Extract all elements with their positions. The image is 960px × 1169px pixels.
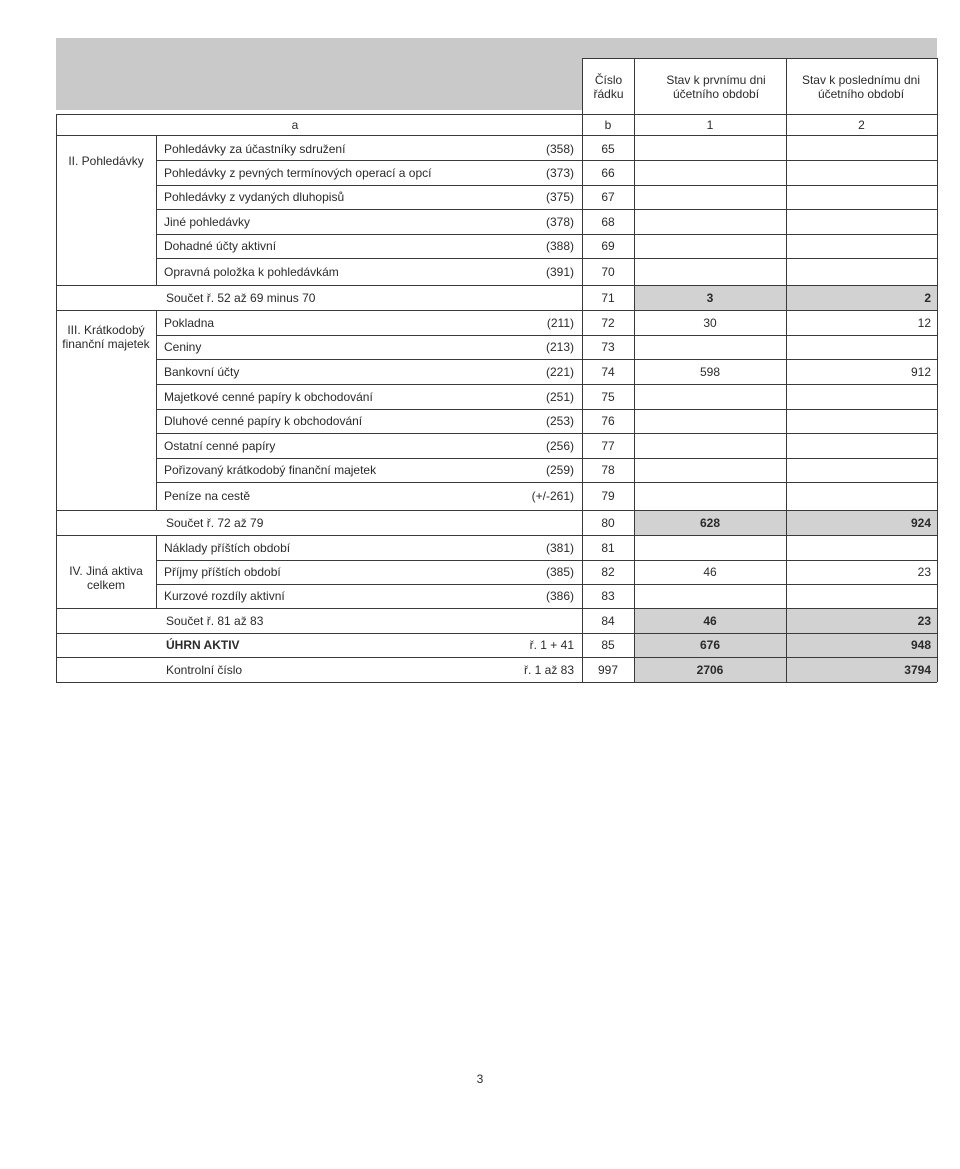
grid-row-line: [156, 433, 937, 434]
header-letter-a: a: [291, 118, 299, 132]
row-84-label: Součet ř. 81 až 83: [166, 614, 264, 628]
row-82-code: (385): [545, 565, 574, 579]
row-85-label: ÚHRN AKTIV: [166, 638, 240, 652]
grid-col-cislo: [582, 58, 583, 682]
row-83-line-number: 83: [601, 589, 615, 603]
row-72-value-2: 12: [917, 316, 931, 330]
grid-row-line: [156, 234, 937, 235]
header-cislo-radku: Číslo řádku: [593, 73, 624, 101]
row-73-code: (213): [545, 340, 574, 354]
grid-row-line: [156, 258, 937, 259]
row-74-code: (221): [545, 365, 574, 379]
grid-col-left: [56, 114, 57, 682]
row-76-code: (253): [545, 414, 574, 428]
grid-row-line: [156, 482, 937, 483]
header-shade-band: [56, 38, 937, 58]
balance-sheet-table: [56, 38, 937, 692]
row-82-label: Příjmy příštích období: [164, 565, 281, 579]
row-84-value-1: 46: [703, 614, 717, 628]
row-68-line-number: 68: [601, 215, 615, 229]
grid-row-line: [156, 160, 937, 161]
row-65-code: (358): [545, 142, 574, 156]
row-72-line-number: 72: [601, 316, 615, 330]
row-82-value-1: 46: [703, 565, 717, 579]
row-75-code: (251): [545, 390, 574, 404]
row-66-label: Pohledávky z pevných termínových operací a opcí: [164, 166, 432, 180]
grid-group-sep: [156, 310, 157, 510]
row-66-line-number: 66: [601, 166, 615, 180]
grid-header-mid: [56, 114, 937, 115]
row-73-label: Ceniny: [164, 340, 202, 354]
row-69-code: (388): [545, 239, 574, 253]
row-65-line-number: 65: [601, 142, 615, 156]
row-85-code: ř. 1 + 41: [529, 638, 574, 652]
row-72-label: Pokladna: [164, 316, 215, 330]
row-997-code: ř. 1 až 83: [523, 663, 574, 677]
row-71-label: Součet ř. 52 až 69 minus 70: [166, 291, 316, 305]
row-78-label: Pořizovaný krátkodobý finanční majetek: [164, 463, 377, 477]
row-997-label: Kontrolní číslo: [166, 663, 243, 677]
row-70-label: Opravná položka k pohledávkám: [164, 265, 339, 279]
grid-row-line: [56, 657, 937, 658]
row-72-code: (211): [546, 316, 574, 330]
row-75-line-number: 75: [601, 390, 615, 404]
row-80-value-2: 924: [910, 516, 931, 530]
grid-row-line: [156, 384, 937, 385]
grid-row-line: [56, 608, 937, 609]
grid-row-line: [56, 310, 937, 311]
row-77-label: Ostatní cenné papíry: [164, 439, 276, 453]
row-997-value-1: 2706: [696, 663, 724, 677]
grid-row-line: [156, 584, 937, 585]
grid-header-bottom: [56, 135, 937, 136]
grid-group-sep: [156, 135, 157, 285]
row-69-label: Dohadné účty aktivní: [164, 239, 277, 253]
grid-row-line: [56, 535, 937, 536]
row-67-code: (375): [545, 190, 574, 204]
grid-row-line: [156, 359, 937, 360]
grid-col-v2: [786, 58, 787, 682]
row-80-label: Součet ř. 72 až 79: [166, 516, 264, 530]
row-85-line-number: 85: [601, 638, 615, 652]
row-80-line-number: 80: [601, 516, 615, 530]
row-83-label: Kurzové rozdíly aktivní: [164, 589, 285, 603]
row-68-code: (378): [545, 215, 574, 229]
row-82-value-2: 23: [917, 565, 931, 579]
row-65-label: Pohledávky za účastníky sdružení: [164, 142, 346, 156]
grid-col-end: [937, 58, 938, 682]
row-83-code: (386): [545, 589, 574, 603]
group-label-pohledavky: II. Pohledávky: [68, 154, 144, 168]
group-label-kratkodoby-financni-majetek: III. Krátkodobý finanční majetek: [62, 323, 150, 351]
grid-row-line: [156, 560, 937, 561]
row-79-line-number: 79: [601, 489, 615, 503]
row-85-value-2: 948: [910, 638, 931, 652]
header-stav-posledni: Stav k poslednímu dni účetního období: [801, 73, 921, 101]
header-stav-prvni: Stav k prvnímu dni účetního období: [666, 73, 766, 101]
row-69-line-number: 69: [601, 239, 615, 253]
row-74-value-2: 912: [910, 365, 931, 379]
grid-row-line: [156, 335, 937, 336]
grid-row-line: [156, 409, 937, 410]
row-75-label: Majetkové cenné papíry k obchodování: [164, 390, 373, 404]
row-70-line-number: 70: [601, 265, 615, 279]
row-74-label: Bankovní účty: [164, 365, 240, 379]
grid-group-sep: [156, 535, 157, 608]
grid-row-line: [56, 682, 937, 683]
row-71-value-2: 2: [924, 291, 931, 305]
page-number: 3: [476, 1072, 484, 1086]
row-78-code: (259): [545, 463, 574, 477]
row-82-line-number: 82: [601, 565, 615, 579]
header-shade-left: [56, 58, 582, 110]
row-72-value-1: 30: [703, 316, 717, 330]
row-85-value-1: 676: [699, 638, 721, 652]
grid-header-top: [582, 58, 937, 59]
row-66-code: (373): [545, 166, 574, 180]
row-997-value-2: 3794: [904, 663, 931, 677]
row-84-line-number: 84: [601, 614, 615, 628]
grid-row-line: [156, 209, 937, 210]
grid-row-line: [56, 285, 937, 286]
row-78-line-number: 78: [601, 463, 615, 477]
row-77-line-number: 77: [601, 439, 615, 453]
row-77-code: (256): [545, 439, 574, 453]
row-84-value-2: 23: [917, 614, 931, 628]
row-80-value-1: 628: [699, 516, 721, 530]
row-79-label: Peníze na cestě: [164, 489, 251, 503]
group-label-jina-aktiva: IV. Jiná aktiva celkem: [69, 564, 143, 592]
row-81-label: Náklady příštích období: [164, 541, 291, 555]
grid-row-line: [56, 633, 937, 634]
row-74-value-1: 598: [699, 365, 721, 379]
grid-col-v1: [634, 58, 635, 682]
row-70-code: (391): [545, 265, 574, 279]
row-71-line-number: 71: [601, 291, 615, 305]
row-79-code: (+/-261): [531, 489, 574, 503]
row-67-line-number: 67: [601, 190, 615, 204]
row-81-line-number: 81: [601, 541, 615, 555]
header-num-2: 2: [858, 118, 865, 132]
row-74-line-number: 74: [601, 365, 615, 379]
row-68-label: Jiné pohledávky: [164, 215, 251, 229]
header-num-1: 1: [706, 118, 714, 132]
header-letter-b: b: [604, 118, 612, 132]
row-81-code: (381): [545, 541, 574, 555]
row-76-label: Dluhové cenné papíry k obchodování: [164, 414, 363, 428]
grid-row-line: [56, 510, 937, 511]
row-67-label: Pohledávky z vydaných dluhopisů: [164, 190, 345, 204]
row-73-line-number: 73: [601, 340, 615, 354]
grid-row-line: [156, 185, 937, 186]
row-997-line-number: 997: [597, 663, 619, 677]
row-76-line-number: 76: [601, 414, 615, 428]
row-71-value-1: 3: [706, 291, 714, 305]
grid-row-line: [156, 458, 937, 459]
